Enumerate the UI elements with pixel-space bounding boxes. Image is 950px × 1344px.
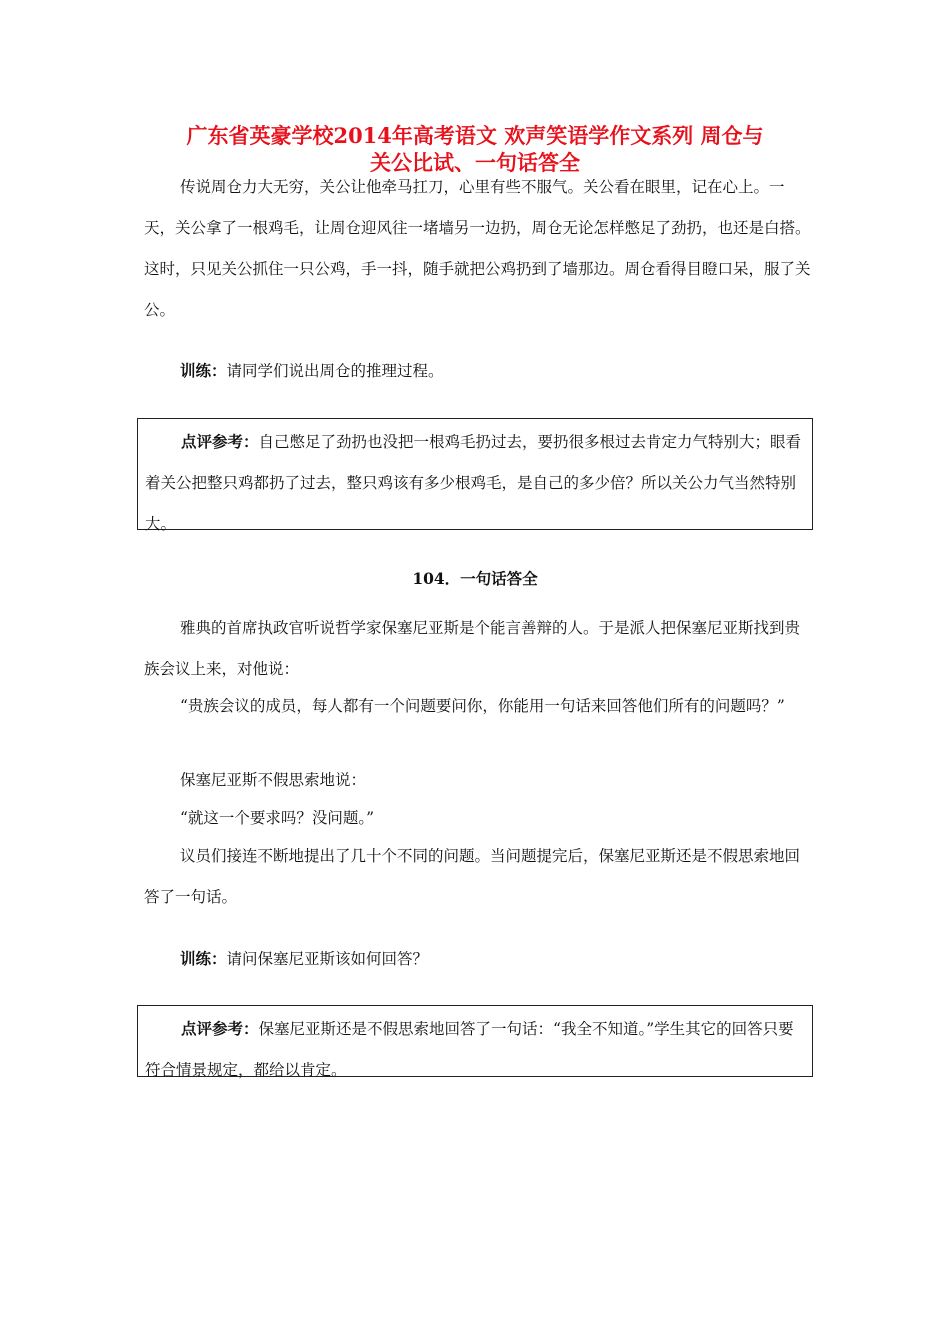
title-line-1: 广东省英豪学校2014年高考语文 欢声笑语学作文系列 周仓与 bbox=[186, 123, 764, 148]
story2-review-box bbox=[137, 1005, 813, 1077]
story2-paragraph-2 bbox=[144, 686, 812, 727]
training-text: 请同学们说出周仓的推理过程。 bbox=[226, 362, 444, 380]
training-label: 训练： bbox=[180, 361, 227, 380]
story1-text: 传说周仓力大无穷，关公让他牵马扛刀，心里有些不服气。关公看在眼里，记在心上。一天，关公拿了一根鸡毛，让周仓迎风往一堵墙另一边扔，周仓无论怎样憋足了劲扔，也还是白搭。这时，只见关公抓住一只公鸡，手一抖，随手就把公鸡扔到了墙那边。周仓看得目瞪口呆，服了关公。 bbox=[144, 178, 811, 319]
story2-p2-text: “贵族会议的成员，每人都有一个问题要问你，你能用一句话来回答他们所有的问题吗？” bbox=[180, 697, 785, 715]
training-label: 训练： bbox=[180, 949, 227, 968]
story1-training bbox=[144, 350, 812, 392]
story2-p1-text: 雅典的首席执政官听说哲学家保塞尼亚斯是个能言善辩的人。于是派人把保塞尼亚斯找到贵族会议上来，对他说： bbox=[144, 619, 801, 678]
story2-paragraph-3 bbox=[144, 768, 812, 792]
story2-heading: 104．一句话答全 bbox=[412, 569, 538, 588]
story1-review-box bbox=[137, 418, 813, 533]
story2-review bbox=[145, 1008, 805, 1091]
training-text: 请问保塞尼亚斯该如何回答？ bbox=[226, 950, 429, 968]
review-text: 保塞尼亚斯还是不假思索地回答了一句话：“我全不知道。”学生其它的回答只要符合情景规定，都给以肯定。 bbox=[145, 1020, 794, 1079]
review-label: 点评参考： bbox=[181, 1019, 259, 1038]
story2-paragraph-1 bbox=[144, 608, 812, 690]
story2-paragraph-4 bbox=[144, 806, 812, 830]
review-label: 点评参考： bbox=[181, 432, 259, 451]
story2-p3-text: 保塞尼亚斯不假思索地说： bbox=[180, 771, 367, 789]
story2-p5-text: 议员们接连不断地提出了几十个不同的问题。当问题提完后，保塞尼亚斯还是不假思索地回答了一句话。 bbox=[144, 847, 801, 906]
title-line-2: 关公比试、一句话答全 bbox=[370, 150, 580, 175]
story2-training bbox=[144, 938, 812, 980]
story2-p4-text: “就这一个要求吗？没问题。” bbox=[180, 809, 375, 827]
story2-paragraph-5 bbox=[144, 836, 812, 918]
story1-review bbox=[145, 421, 805, 545]
story1-paragraph bbox=[144, 167, 812, 331]
review-text: 自己憋足了劲扔也没把一根鸡毛扔过去，要扔很多根过去肯定力气特别大；眼看着关公把整只鸡都扔了过去，整只鸡该有多少根鸡毛，是自己的多少倍？所以关公力气当然特别大。 bbox=[145, 433, 802, 533]
